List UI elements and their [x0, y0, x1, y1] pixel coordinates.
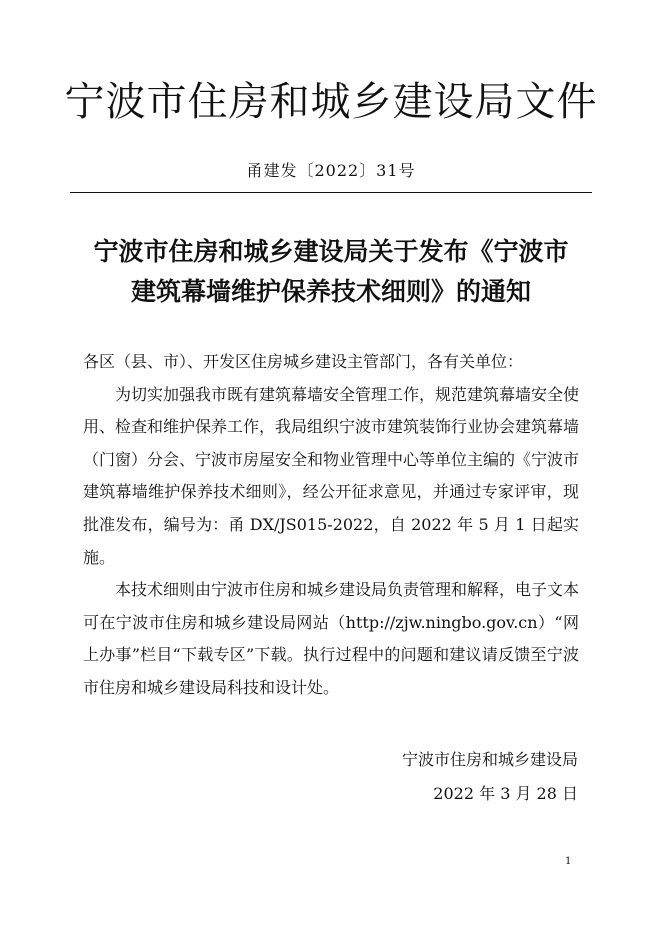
document-number: 甬建发〔2022〕31号 [246, 161, 416, 180]
body-paragraph-2: 本技术细则由宁波市住房和城乡建设局负责管理和解释，电子文本可在宁波市住房和城乡建设局网站（http://zjw.ningbo.gov.cn）“网上办事”栏目“下载专区”下载。执行过程中的问题和建议请反馈至宁波市住房和城乡建设局科技和设计处。 [83, 580, 580, 697]
page-number: 1 [565, 856, 572, 867]
notice-title [60, 232, 602, 312]
signature-date: 2022 年 3 月 28 日 [433, 784, 578, 803]
notice-title-line1: 宁波市住房和城乡建设局关于发布《宁波市 [93, 237, 569, 266]
notice-title-line2: 建筑幕墙维护保养技术细则》的通知 [130, 277, 531, 306]
header-divider [70, 192, 592, 193]
signature-organization: 宁波市住房和城乡建设局 [401, 750, 578, 769]
notice-body [83, 346, 579, 705]
salutation: 各区（县、市）、开发区住房城乡建设主管部门，各有关单位： [83, 352, 524, 371]
body-paragraph-1: 为切实加强我市既有建筑幕墙安全管理工作，规范建筑幕墙安全使用、检查和维护保养工作，我局组织宁波市建筑装饰行业协会建筑幕墙（门窗）分会、宁波市房屋安全和物业管理中心等单位主编的《宁波市建筑幕墙维护保养技术细则》，经公开征求意见，并通过专家评审，现批准发布，编号为：甬 DX/JS015-2022，自 2022 年 5 月 1 日起实施。 [83, 384, 580, 567]
issuer-title: 宁波市住房和城乡建设局文件 [64, 79, 598, 125]
